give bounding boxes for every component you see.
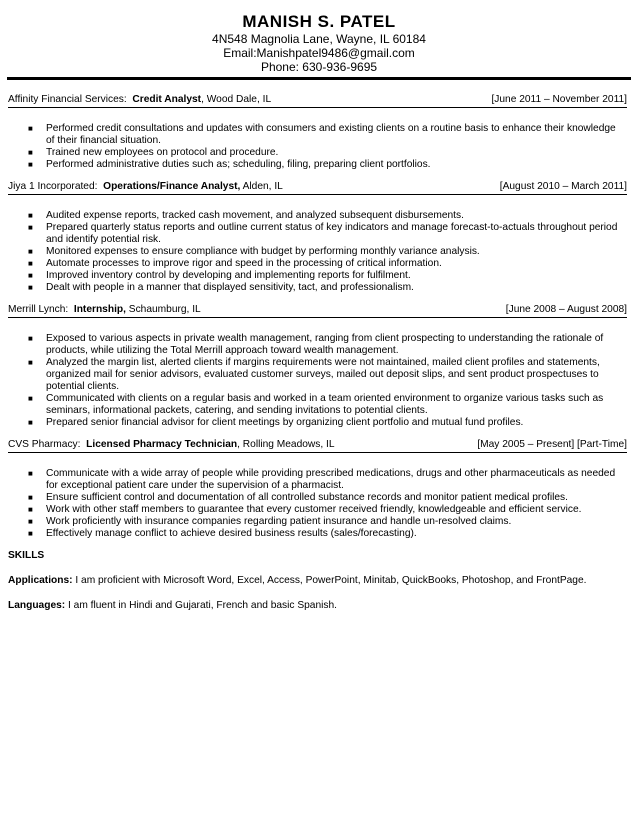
duty-text: Effectively manage conflict to achieve desired business results (sales/forecasting). <box>46 528 417 539</box>
bullet-icon: ■ <box>28 418 33 427</box>
bullet-icon: ■ <box>28 469 33 478</box>
job-title: Operations/Finance Analyst, <box>103 181 241 192</box>
address: 4N548 Magnolia Lane, Wayne, IL 60184 <box>212 32 426 46</box>
list-item <box>8 159 627 171</box>
list-item <box>8 528 627 540</box>
list-item <box>8 123 627 147</box>
bullet-icon: ■ <box>28 211 33 220</box>
duty-text: Automate processes to improve rigor and speed in the processing of critical information. <box>46 258 442 269</box>
job-company: Jiya 1 Incorporated: <box>8 181 98 192</box>
duty-text: Improved inventory control by developing and implementing reports for fulfilment. <box>46 270 411 281</box>
job-company: Affinity Financial Services: <box>8 94 127 105</box>
phone: Phone: 630-936-9695 <box>260 60 378 74</box>
list-item <box>8 357 627 393</box>
list-item <box>8 222 627 246</box>
job-heading <box>8 304 627 318</box>
duty-text: Audited expense reports, tracked cash movement, and analyzed subsequent disbursements. <box>46 210 464 221</box>
bullet-icon: ■ <box>28 259 33 268</box>
list-item <box>8 258 627 270</box>
job-employer-line <box>8 94 271 106</box>
list-item <box>8 516 627 528</box>
duty-text: Exposed to various aspects in private wealth management, ranging from client prospecting to understanding the rationale of products, while utilizing the Total Merrill approach toward wealth management. <box>46 333 604 356</box>
job-title: Licensed Pharmacy Technician <box>86 439 238 450</box>
job-duties-list <box>8 468 627 540</box>
bullet-icon: ■ <box>28 394 33 403</box>
list-item <box>8 270 627 282</box>
job-dates: [June 2011 – November 2011] <box>491 94 627 105</box>
applications-text: I am proficient with Microsoft Word, Excel, Access, PowerPoint, Minitab, QuickBooks, Photoshop, and FrontPage. <box>72 575 587 586</box>
skills-heading: SKILLS <box>8 550 45 561</box>
list-item <box>8 246 627 258</box>
bullet-icon: ■ <box>28 283 33 292</box>
duty-text: Prepared quarterly status reports and outline current status of key indicators and manage forecast-to-actuals throughout period and identify potential risk. <box>46 222 618 245</box>
job-duties-list <box>8 333 627 429</box>
job-dates: [August 2010 – March 2011] <box>499 181 627 192</box>
header-divider <box>7 77 631 80</box>
duty-text: Work proficiently with insurance companies regarding patient insurance and handle un-resolved claims. <box>46 516 512 527</box>
duty-text: Communicate with a wide array of people while providing prescribed medications, drugs and other pharmaceuticals as needed for exceptional patient care under the supervision of a pharmacist. <box>46 468 616 491</box>
bullet-icon: ■ <box>28 505 33 514</box>
list-item <box>8 333 627 357</box>
job-dates: [May 2005 – Present] [Part-Time] <box>477 439 627 450</box>
bullet-icon: ■ <box>28 223 33 232</box>
bullet-icon: ■ <box>28 334 33 343</box>
list-item <box>8 492 627 504</box>
job-employer-line <box>8 181 283 193</box>
duty-text: Analyzed the margin list, alerted clients if margins requirements were not maintained, mailed client profiles and statements, organized mail for senior advisors, evaluated customer surveys, mailed out deposit slips, and sent product prospectuses to potential clients. <box>46 357 600 392</box>
list-item <box>8 504 627 516</box>
job-location: , Rolling Meadows, IL <box>237 439 335 450</box>
bullet-icon: ■ <box>28 160 33 169</box>
job-title: Credit Analyst <box>132 94 202 105</box>
skill-applications <box>8 575 627 587</box>
job-employer-line <box>8 304 201 316</box>
experience-section <box>8 94 627 540</box>
job-duties-list <box>8 123 627 171</box>
job-heading <box>8 439 627 453</box>
job-heading <box>8 94 627 108</box>
list-item <box>8 147 627 159</box>
resume-body <box>8 94 627 612</box>
duty-text: Ensure sufficient control and documentation of all controlled substance records and monitor patient medical profiles. <box>46 492 568 503</box>
job-location: Alden, IL <box>240 181 283 192</box>
languages-label: Languages: <box>8 600 66 611</box>
bullet-icon: ■ <box>28 247 33 256</box>
duty-text: Prepared senior financial advisor for client meetings by organizing client portfolio and mutual fund profiles. <box>46 417 524 428</box>
duty-text: Communicated with clients on a regular basis and worked in a team oriented environment to organize various tasks such as seminars, informational packets, catering, and sending invitations to potential clients. <box>46 393 604 416</box>
bullet-icon: ■ <box>28 529 33 538</box>
bullet-icon: ■ <box>28 493 33 502</box>
job-employer-line <box>8 439 335 451</box>
duty-text: Performed administrative duties such as; scheduling, filing, preparing client portfolios. <box>46 159 431 170</box>
list-item <box>8 468 627 492</box>
list-item <box>8 210 627 222</box>
list-item <box>8 417 627 429</box>
resume-header <box>0 0 638 74</box>
duty-text: Dealt with people in a manner that displayed sensitivity, tact, and professionalism. <box>46 282 414 293</box>
duty-text: Work with other staff members to guarantee that every customer received friendly, knowledgeable and efficient service. <box>46 504 582 515</box>
bullet-icon: ■ <box>28 271 33 280</box>
languages-text: I am fluent in Hindi and Gujarati, French and basic Spanish. <box>65 600 337 611</box>
job-company: CVS Pharmacy: <box>8 439 81 450</box>
job-title: Internship, <box>73 304 126 315</box>
list-item <box>8 282 627 294</box>
list-item <box>8 393 627 417</box>
bullet-icon: ■ <box>28 517 33 526</box>
bullet-icon: ■ <box>28 124 33 133</box>
job-heading <box>8 181 627 195</box>
candidate-name: MANISH S. PATEL <box>242 12 396 31</box>
job-dates: [June 2008 – August 2008] <box>505 304 627 315</box>
bullet-icon: ■ <box>28 148 33 157</box>
email: Email:Manishpatel9486@gmail.com <box>223 46 415 60</box>
duty-text: Performed credit consultations and updates with consumers and existing clients on a routine basis to enhance their knowledge of their financial situation. <box>46 123 616 146</box>
bullet-icon: ■ <box>28 358 33 367</box>
duty-text: Monitored expenses to ensure compliance with budget by performing monthly variance analysis. <box>46 246 480 257</box>
job-duties-list <box>8 210 627 294</box>
job-company: Merrill Lynch: <box>8 304 69 315</box>
job-location: Schaumburg, IL <box>125 304 201 315</box>
job-location: , Wood Dale, IL <box>201 94 272 105</box>
duty-text: Trained new employees on protocol and procedure. <box>46 147 279 158</box>
skill-languages <box>8 600 627 612</box>
applications-label: Applications: <box>8 575 73 586</box>
